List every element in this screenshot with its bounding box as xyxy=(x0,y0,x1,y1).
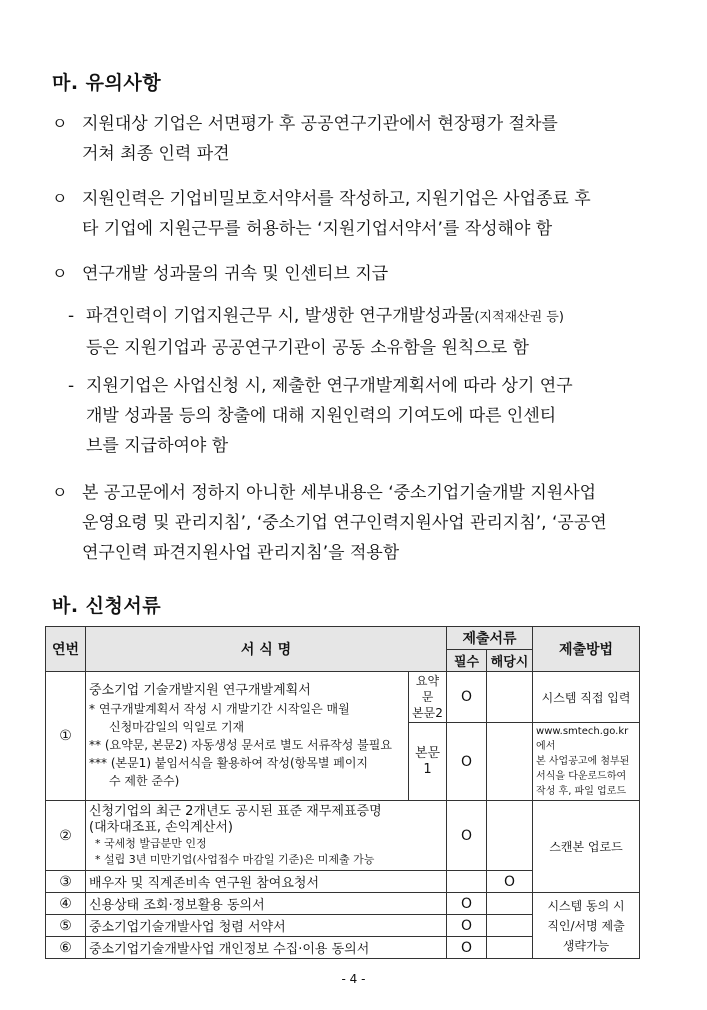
header-submit-docs: 제출서류 xyxy=(447,627,533,650)
notice-sub-item-1 xyxy=(68,301,643,363)
form-name-cell xyxy=(86,672,409,801)
notice-item-4-line-1: 본 공고문에서 정하지 아니한 세부내용은 ‘중소기업기술개발 지원사업 xyxy=(82,483,597,503)
form-note: 신청마감일의 익일로 기재 xyxy=(109,720,245,734)
application-documents-table xyxy=(45,626,640,959)
notice-item-4-line-2: 운영요령 및 관리지침’, ‘중소기업 연구인력지원사업 관리지침’, ‘공공연 xyxy=(82,513,607,533)
notice-item-2-line-2: 타 기업에 지원근무를 허용하는 ‘지원기업서약서’를 작성해야 함 xyxy=(82,219,553,239)
notice-sub-item-1-small: (지적재산권 등) xyxy=(474,310,564,325)
row-number: ① xyxy=(46,672,86,801)
required-mark: O xyxy=(447,801,487,871)
bullet-symbol: ㅇ xyxy=(52,189,68,208)
section-heading-ba: 바. 신청서류 xyxy=(52,595,162,617)
dash-symbol: - xyxy=(68,376,75,396)
form-note: * 국세청 발급분만 인정 xyxy=(95,836,207,850)
bullet-symbol: ㅇ xyxy=(52,114,68,133)
form-note: *** (본문1) 붙임서식을 활용하여 작성(항목별 페이지 xyxy=(89,756,369,770)
row-number: ⑥ xyxy=(46,937,86,959)
notice-sub-item-1-line-1: 파견인력이 기업지원근무 시, 발생한 연구개발성과물 xyxy=(86,306,475,326)
notice-item-2-line-1: 지원인력은 기업비밀보호서약서를 작성하고, 지원기업은 사업종료 후 xyxy=(82,189,591,209)
notice-sub-item-2-line-1: 지원기업은 사업신청 시, 제출한 연구개발계획서에 따라 상기 연구 xyxy=(86,376,573,396)
form-note: * 연구개발계획서 작성 시 개발기간 시작일은 매월 xyxy=(89,702,350,716)
submit-method xyxy=(533,723,640,801)
notice-item-3 xyxy=(52,259,647,289)
method-line: 작성 후, 파일 업로드 xyxy=(536,786,627,797)
table-row xyxy=(46,893,640,915)
required-mark: O xyxy=(447,915,487,937)
notice-item-3-line-1: 연구개발 성과물의 귀속 및 인센티브 지급 xyxy=(82,264,389,284)
row-number: ④ xyxy=(46,893,86,915)
form-title: 중소기업기술개발사업 개인정보 수집·이용 동의서 xyxy=(86,937,447,959)
if-applicable-mark xyxy=(487,915,533,937)
if-applicable-mark xyxy=(487,723,533,801)
table-row xyxy=(46,672,640,723)
sub-document-label-b: 본문2 xyxy=(412,706,443,720)
notice-sub-item-2-line-3: 브를 지급하여야 함 xyxy=(86,436,229,456)
page-number: - 4 - xyxy=(341,972,366,986)
form-note: ** (요약문, 본문2) 자동생성 문서로 별도 서류작성 불필요 xyxy=(89,738,392,752)
row-number: ③ xyxy=(46,871,86,893)
form-title: 중소기업 기술개발지원 연구개발계획서 xyxy=(89,683,311,698)
header-if-applicable: 해당시 xyxy=(487,650,533,672)
notice-item-4 xyxy=(52,478,647,568)
if-applicable-mark xyxy=(487,672,533,723)
submit-method xyxy=(533,893,640,959)
required-mark: O xyxy=(447,672,487,723)
required-mark xyxy=(447,871,487,893)
header-method: 제출방법 xyxy=(533,627,640,672)
required-mark: O xyxy=(447,937,487,959)
dash-symbol: - xyxy=(68,306,75,326)
notice-sub-item-2-line-2: 개발 성과물 등의 창출에 대해 지원인력의 기여도에 따른 인센티 xyxy=(86,406,557,426)
notice-item-1-line-2: 거쳐 최종 인력 파견 xyxy=(82,144,230,164)
method-line: 서식을 다운로드하여 xyxy=(536,771,627,782)
row-number: ⑤ xyxy=(46,915,86,937)
submit-method: 시스템 직접 입력 xyxy=(533,672,640,723)
bullet-symbol: ㅇ xyxy=(52,483,68,502)
method-line: 시스템 동의 시 xyxy=(547,898,625,913)
notice-sub-item-1-line-2: 등은 지원기업과 공공연구기관이 공동 소유함을 원칙으로 함 xyxy=(86,338,529,358)
if-applicable-mark xyxy=(487,937,533,959)
form-title: 신청기업의 최근 2개년도 공시된 표준 재무제표증명 xyxy=(89,803,382,819)
header-form-name: 서 식 명 xyxy=(86,627,447,672)
section-heading-ma: 마. 유의사항 xyxy=(52,72,162,94)
sub-document-label xyxy=(409,672,447,723)
table-row xyxy=(46,801,640,871)
method-line: 생략가능 xyxy=(562,938,610,953)
method-line: 본 사업공고에 첨부된 xyxy=(536,756,630,767)
method-line: www.smtech.go.kr에서 xyxy=(536,726,629,752)
form-title: 배우자 및 직계존비속 연구원 참여요청서 xyxy=(86,871,447,893)
notice-item-4-line-3: 연구인력 파견지원사업 관리지침’을 적용함 xyxy=(82,543,400,563)
required-mark: O xyxy=(447,723,487,801)
submit-method: 스캔본 업로드 xyxy=(533,801,640,893)
if-applicable-mark xyxy=(487,801,533,871)
sub-document-label-a: 요약문 xyxy=(415,674,440,704)
form-note: 수 제한 준수) xyxy=(109,774,180,788)
if-applicable-mark: O xyxy=(487,871,533,893)
notice-item-2 xyxy=(52,184,647,244)
form-title-sub: (대차대조표, 손익계산서) xyxy=(89,819,233,835)
form-name-cell xyxy=(86,801,447,871)
notice-item-1 xyxy=(52,109,647,169)
header-no: 연번 xyxy=(46,627,86,672)
notice-sub-item-2 xyxy=(68,371,643,461)
notice-item-1-line-1: 지원대상 기업은 서면평가 후 공공연구기관에서 현장평가 절차를 xyxy=(82,114,558,134)
form-title: 신용상태 조회·정보활용 동의서 xyxy=(86,893,447,915)
method-line: 직인/서명 제출 xyxy=(547,918,625,933)
required-mark: O xyxy=(447,893,487,915)
sub-document-label: 본문1 xyxy=(409,723,447,801)
bullet-symbol: ㅇ xyxy=(52,264,68,283)
form-note: * 설립 3년 미만기업(사업접수 마감일 기준)은 미제출 가능 xyxy=(95,852,375,866)
if-applicable-mark xyxy=(487,893,533,915)
row-number: ② xyxy=(46,801,86,871)
header-required: 필수 xyxy=(447,650,487,672)
form-title: 중소기업기술개발사업 청렴 서약서 xyxy=(86,915,447,937)
